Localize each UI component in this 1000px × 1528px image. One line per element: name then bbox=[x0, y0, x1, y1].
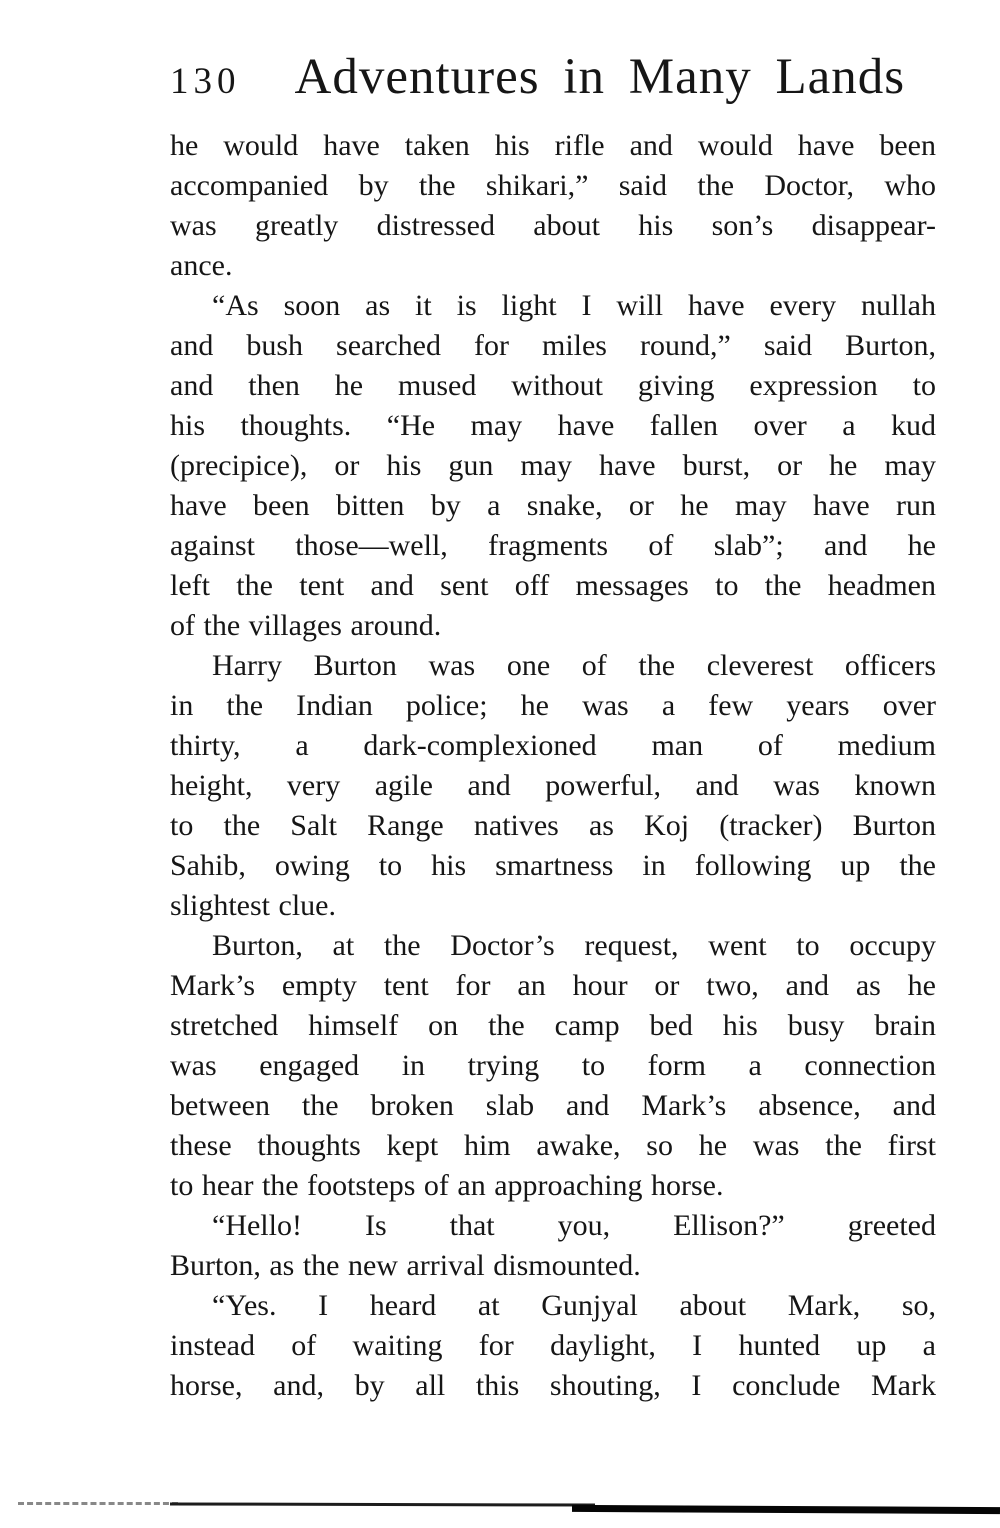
text-line: was engaged in trying to form a connection bbox=[170, 1049, 936, 1082]
page-body bbox=[170, 126, 936, 1406]
text-line: he would have taken his rifle and would have been bbox=[170, 129, 936, 162]
scan-artifact-rule-right bbox=[572, 1505, 1000, 1514]
text-line: “Hello! Is that you, Ellison?” greeted bbox=[212, 1209, 936, 1242]
text-line: in the Indian police; he was a few years over bbox=[170, 689, 936, 722]
text-line: Burton, at the Doctor’s request, went to occupy bbox=[212, 929, 936, 962]
text-line: accompanied by the shikari,” said the Doctor, who bbox=[170, 169, 936, 202]
paragraph bbox=[170, 1286, 936, 1406]
text-line: slightest clue. bbox=[170, 889, 336, 922]
page-header bbox=[170, 48, 940, 106]
page-title: Adventures in Many Lands bbox=[294, 49, 906, 105]
scan-artifact-rule-left bbox=[18, 1502, 178, 1505]
text-line: (precipice), or his gun may have burst, or he may bbox=[170, 449, 936, 482]
text-line: instead of waiting for daylight, I hunted up a bbox=[170, 1329, 936, 1362]
text-line: height, very agile and powerful, and was known bbox=[170, 769, 936, 802]
text-line: Mark’s empty tent for an hour or two, and as he bbox=[170, 969, 936, 1002]
text-line: Burton, as the new arrival dismounted. bbox=[170, 1249, 641, 1282]
text-line: horse, and, by all this shouting, I conclude Mark bbox=[170, 1369, 936, 1402]
paragraph bbox=[170, 646, 936, 926]
paragraph bbox=[170, 286, 936, 646]
paragraph bbox=[170, 1206, 936, 1286]
text-line: of the villages around. bbox=[170, 609, 442, 642]
text-line: to the Salt Range natives as Koj (tracker) Burton bbox=[170, 809, 936, 842]
text-line: between the broken slab and Mark’s absence, and bbox=[170, 1089, 936, 1122]
paragraph bbox=[170, 926, 936, 1206]
text-line: and then he mused without giving expression to bbox=[170, 369, 936, 402]
text-line: Harry Burton was one of the cleverest officers bbox=[212, 649, 936, 682]
text-line: have been bitten by a snake, or he may have run bbox=[170, 489, 936, 522]
text-line: ance. bbox=[170, 249, 233, 282]
text-line: thirty, a dark-complexioned man of medium bbox=[170, 729, 936, 762]
scan-artifact-rule-mid bbox=[170, 1502, 595, 1506]
text-line: his thoughts. “He may have fallen over a kud bbox=[170, 409, 936, 442]
page-number: 130 bbox=[170, 61, 241, 102]
text-line: stretched himself on the camp bed his busy brain bbox=[170, 1009, 936, 1042]
text-line: Sahib, owing to his smartness in following up the bbox=[170, 849, 936, 882]
text-line: “Yes. I heard at Gunjyal about Mark, so, bbox=[212, 1289, 936, 1322]
paragraph bbox=[170, 126, 936, 286]
text-line: to hear the footsteps of an approaching horse. bbox=[170, 1169, 724, 1202]
text-line: and bush searched for miles round,” said Burton, bbox=[170, 329, 936, 362]
text-line: “As soon as it is light I will have every nullah bbox=[212, 289, 936, 322]
text-line: left the tent and sent off messages to the headmen bbox=[170, 569, 936, 602]
text-line: against those—well, fragments of slab”; and he bbox=[170, 529, 936, 562]
text-line: these thoughts kept him awake, so he was the first bbox=[170, 1129, 936, 1162]
text-line: was greatly distressed about his son’s disappear- bbox=[170, 209, 936, 242]
